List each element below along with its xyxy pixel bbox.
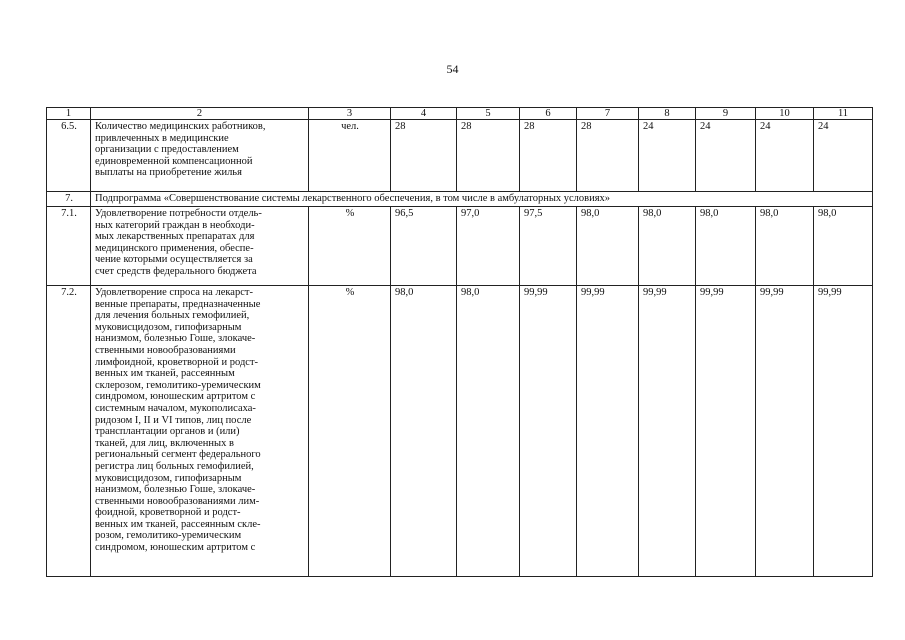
value-cell: 98,0: [639, 207, 696, 286]
value-cell: 99,99: [520, 286, 577, 577]
indicator-name-line: синдромом, юношеским артритом с: [95, 542, 256, 554]
unit-cell: %: [309, 286, 391, 577]
indicator-name-line: розом, гемолитико-уремическим: [95, 530, 242, 542]
table-row: [47, 192, 873, 207]
indicator-name-line: организации с предоставлением: [95, 144, 239, 156]
value-cell: 96,5: [391, 207, 457, 286]
value-cell: 24: [696, 120, 756, 192]
row-number: 7.: [47, 192, 91, 207]
table-row: [47, 120, 873, 192]
indicator-name-line: счет средств федерального бюджета: [95, 265, 257, 277]
header-cell: 10: [756, 108, 814, 120]
table-row: [47, 286, 873, 577]
indicator-name-line: Количество медицинских работников,: [95, 121, 266, 132]
value-cell: 24: [756, 120, 814, 192]
value-cell: 28: [457, 120, 520, 192]
value-cell: 99,99: [639, 286, 696, 577]
value-cell: 99,99: [696, 286, 756, 577]
header-cell: 1: [47, 108, 91, 120]
indicator-name: [91, 207, 309, 286]
indicator-name-line: муковисцидозом, гипофизарным: [95, 321, 242, 333]
header-cell: 11: [814, 108, 873, 120]
value-cell: 98,0: [391, 286, 457, 577]
table-row: [47, 207, 873, 286]
value-cell: 99,99: [814, 286, 873, 577]
header-cell: 2: [91, 108, 309, 120]
indicator-name-line: ных категорий граждан в необходи-: [95, 219, 255, 231]
indicator-name-line: ственными новообразованиями: [95, 344, 236, 356]
indicator-name-line: тканей, для лиц, включенных в: [95, 437, 234, 449]
unit-cell: %: [309, 207, 391, 286]
indicator-name-line: чение которыми осуществляется за: [95, 254, 253, 266]
indicator-name-line: нанизмом, болезнью Гоше, злокаче-: [95, 333, 256, 345]
value-cell: 28: [520, 120, 577, 192]
indicator-name-line: лимфоидной, кроветворной и родст-: [95, 356, 259, 368]
row-number: 6.5.: [47, 120, 91, 192]
value-cell: 97,0: [457, 207, 520, 286]
value-cell: 99,99: [577, 286, 639, 577]
header-cell: 3: [309, 108, 391, 120]
value-cell: 24: [639, 120, 696, 192]
value-cell: 98,0: [756, 207, 814, 286]
indicator-name-line: Удовлетворение спроса на лекарст-: [95, 287, 253, 298]
indicator-name-line: синдромом, юношеским артритом с: [95, 391, 256, 403]
indicator-name-line: венных им тканей, рассеянным скле-: [95, 518, 261, 530]
indicator-name-line: Удовлетворение потребности отдель-: [95, 208, 262, 219]
subprogram-title: Подпрограмма «Совершенствование системы лекарственного обеспечения, в том числе в амбулаторных условиях»: [91, 192, 873, 207]
indicator-name-line: привлеченных в медицинские: [95, 132, 229, 144]
value-cell: 98,0: [814, 207, 873, 286]
header-cell: 4: [391, 108, 457, 120]
indicator-name-line: трансплантации органов и (или): [95, 426, 240, 438]
indicator-name: [91, 120, 309, 192]
indicator-name-line: системным началом, мукополисаха-: [95, 402, 256, 414]
indicator-name-line: выплаты на приобретение жилья: [95, 167, 242, 179]
value-cell: 98,0: [696, 207, 756, 286]
value-cell: 28: [391, 120, 457, 192]
unit-cell: чел.: [309, 120, 391, 192]
header-cell: 9: [696, 108, 756, 120]
indicator-name-line: венные препараты, предназначенные: [95, 298, 261, 310]
value-cell: 99,99: [756, 286, 814, 577]
value-cell: 98,0: [457, 286, 520, 577]
table-header-row: [47, 108, 873, 120]
indicator-name: [91, 286, 309, 577]
header-cell: 7: [577, 108, 639, 120]
value-cell: 97,5: [520, 207, 577, 286]
indicator-name-line: муковисцидозом, гипофизарным: [95, 472, 242, 484]
value-cell: 24: [814, 120, 873, 192]
indicator-name-line: единовременной компенсационной: [95, 155, 253, 167]
value-cell: 28: [577, 120, 639, 192]
header-cell: 5: [457, 108, 520, 120]
value-cell: 98,0: [577, 207, 639, 286]
row-number: 7.2.: [47, 286, 91, 577]
indicator-name-line: нанизмом, болезнью Гоше, злокаче-: [95, 484, 256, 496]
indicators-table: [46, 107, 873, 577]
indicator-name-line: медицинского применения, обеспе-: [95, 242, 254, 254]
indicator-name-line: венных им тканей, рассеянным: [95, 368, 235, 380]
indicator-name-line: региональный сегмент федерального: [95, 449, 261, 461]
indicator-name-line: мых лекарственных препаратах для: [95, 231, 255, 243]
indicator-name-line: для лечения больных гемофилией,: [95, 310, 250, 322]
header-cell: 8: [639, 108, 696, 120]
indicator-name-line: ридозом I, II и VI типов, лиц после: [95, 414, 252, 426]
page-number: 54: [446, 62, 459, 76]
indicator-name-line: регистра лиц больных гемофилией,: [95, 460, 254, 472]
indicator-name-line: ственными новообразованиями лим-: [95, 495, 260, 507]
indicator-name-line: фоидной, кроветворной и родст-: [95, 507, 241, 519]
indicator-name-line: склерозом, гемолитико-уремическим: [95, 379, 261, 391]
row-number: 7.1.: [47, 207, 91, 286]
header-cell: 6: [520, 108, 577, 120]
